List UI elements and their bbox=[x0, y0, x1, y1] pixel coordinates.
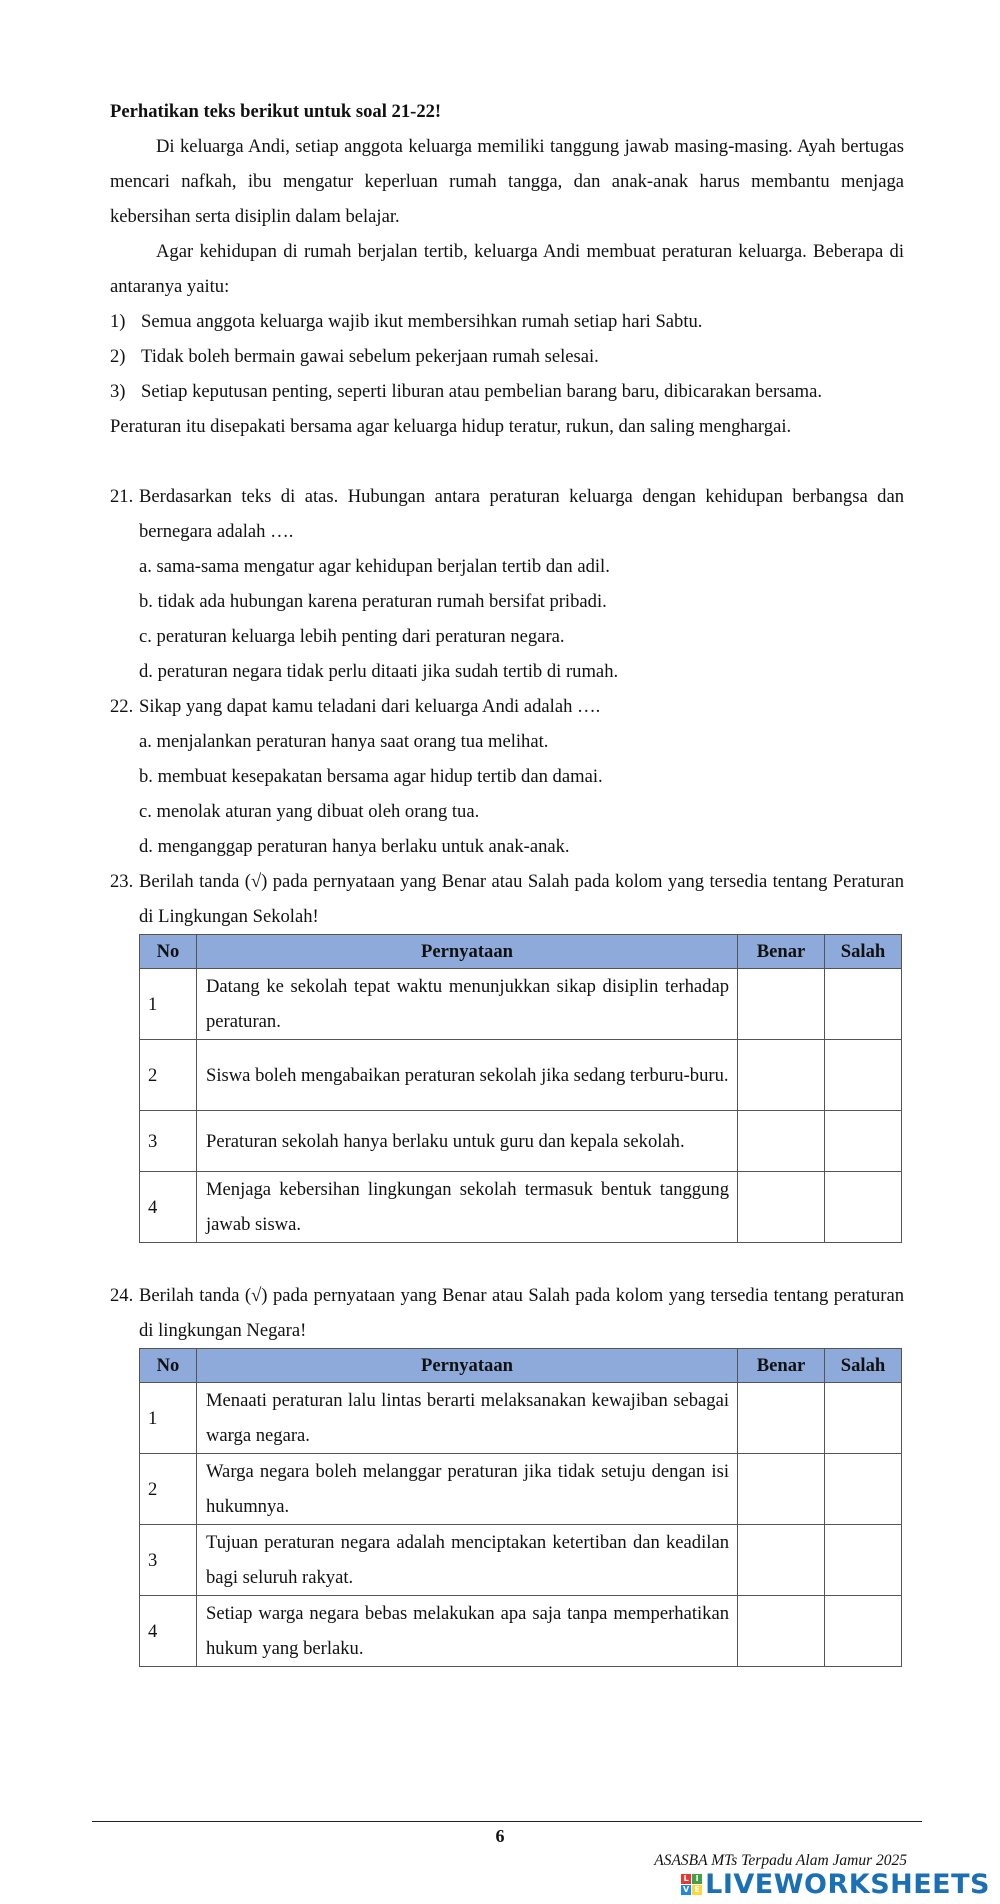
row-number: 3 bbox=[140, 1111, 197, 1172]
header-no: No bbox=[140, 935, 197, 969]
question-text: Berdasarkan teks di atas. Hubungan antara peraturan keluarga dengan kehidupan berbangsa dan bernegara adalah …. bbox=[139, 486, 904, 542]
table-row bbox=[140, 1525, 902, 1596]
rule-text: Setiap keputusan penting, seperti liburan atau pembelian barang baru, dibicarakan bersama. bbox=[141, 381, 823, 402]
row-number: 1 bbox=[140, 1383, 197, 1454]
false-checkbox-cell[interactable] bbox=[825, 1172, 902, 1243]
question-number: 22. bbox=[110, 696, 134, 717]
rule-number: 1) bbox=[110, 311, 126, 332]
table-row bbox=[140, 1040, 902, 1111]
false-checkbox-cell[interactable] bbox=[825, 1040, 902, 1111]
row-number: 3 bbox=[140, 1525, 197, 1596]
row-number: 1 bbox=[140, 969, 197, 1040]
false-checkbox-cell[interactable] bbox=[825, 1383, 902, 1454]
row-statement: Menjaga kebersihan lingkungan sekolah termasuk bentuk tanggung jawab siswa. bbox=[197, 1172, 738, 1243]
row-statement: Warga negara boleh melanggar peraturan jika tidak setuju dengan isi hukumnya. bbox=[197, 1454, 738, 1525]
true-checkbox-cell[interactable] bbox=[738, 1383, 825, 1454]
answer-option[interactable]: b. membuat kesepakatan bersama agar hidup tertib dan damai. bbox=[139, 766, 603, 787]
table-header-row bbox=[140, 935, 902, 969]
question-24 bbox=[110, 1278, 904, 1348]
answer-option[interactable]: d. peraturan negara tidak perlu ditaati jika sudah tertib di rumah. bbox=[139, 661, 619, 682]
family-rule bbox=[110, 304, 904, 339]
true-checkbox-cell[interactable] bbox=[738, 1454, 825, 1525]
passage-heading: Perhatikan teks berikut untuk soal 21-22! bbox=[110, 101, 442, 122]
header-statement: Pernyataan bbox=[197, 935, 738, 969]
passage-paragraph-2: Agar kehidupan di rumah berjalan tertib, keluarga Andi membuat peraturan keluarga. Beberapa di antaranya yaitu: bbox=[110, 241, 904, 297]
header-true: Benar bbox=[738, 1349, 825, 1383]
table-row bbox=[140, 969, 902, 1040]
question-21 bbox=[110, 479, 904, 549]
row-statement: Tujuan peraturan negara adalah menciptakan ketertiban dan keadilan bagi seluruh rakyat. bbox=[197, 1525, 738, 1596]
question-text: Berilah tanda (√) pada pernyataan yang Benar atau Salah pada kolom yang tersedia tentang peraturan di lingkungan Negara! bbox=[139, 1285, 904, 1341]
row-number: 4 bbox=[140, 1172, 197, 1243]
header-true: Benar bbox=[738, 935, 825, 969]
passage-closing: Peraturan itu disepakati bersama agar keluarga hidup teratur, rukun, dan saling menghargai. bbox=[110, 416, 792, 437]
row-number: 4 bbox=[140, 1596, 197, 1667]
table-row bbox=[140, 1383, 902, 1454]
false-checkbox-cell[interactable] bbox=[825, 1111, 902, 1172]
logo-square-v: V bbox=[683, 1885, 690, 1894]
school-rules-table bbox=[139, 934, 902, 1243]
true-checkbox-cell[interactable] bbox=[738, 1172, 825, 1243]
row-number: 2 bbox=[140, 1040, 197, 1111]
liveworksheets-brand: LIVEWORKSHEETS bbox=[705, 1869, 990, 1900]
question-number: 21. bbox=[110, 486, 134, 507]
false-checkbox-cell[interactable] bbox=[825, 969, 902, 1040]
row-statement: Menaati peraturan lalu lintas berarti melaksanakan kewajiban sebagai warga negara. bbox=[197, 1383, 738, 1454]
passage-paragraph-1: Di keluarga Andi, setiap anggota keluarga memiliki tanggung jawab masing-masing. Ayah bertugas mencari nafkah, ibu mengatur keperluan rumah tangga, dan anak-anak harus membantu menjaga kebersihan serta disiplin dalam belajar. bbox=[110, 136, 904, 227]
true-checkbox-cell[interactable] bbox=[738, 1040, 825, 1111]
false-checkbox-cell[interactable] bbox=[825, 1525, 902, 1596]
liveworksheets-logo-icon bbox=[681, 1874, 702, 1895]
header-false: Salah bbox=[825, 1349, 902, 1383]
row-statement: Setiap warga negara bebas melakukan apa saja tanpa memperhatikan hukum yang berlaku. bbox=[197, 1596, 738, 1667]
row-statement: Siswa boleh mengabaikan peraturan sekolah jika sedang terburu-buru. bbox=[197, 1040, 738, 1111]
answer-option[interactable]: b. tidak ada hubungan karena peraturan rumah bersifat pribadi. bbox=[139, 591, 607, 612]
worksheet-page bbox=[110, 94, 904, 1667]
row-number: 2 bbox=[140, 1454, 197, 1525]
family-rule bbox=[110, 374, 904, 409]
table-row bbox=[140, 1454, 902, 1525]
false-checkbox-cell[interactable] bbox=[825, 1596, 902, 1667]
rule-text: Semua anggota keluarga wajib ikut membersihkan rumah setiap hari Sabtu. bbox=[141, 311, 703, 332]
answer-option[interactable]: a. menjalankan peraturan hanya saat orang tua melihat. bbox=[139, 731, 549, 752]
footer-credit: ASASBA MTs Terpadu Alam Jamur 2025 bbox=[654, 1852, 907, 1869]
question-number: 23. bbox=[110, 871, 134, 892]
header-false: Salah bbox=[825, 935, 902, 969]
row-statement: Datang ke sekolah tepat waktu menunjukkan sikap disiplin terhadap peraturan. bbox=[197, 969, 738, 1040]
true-checkbox-cell[interactable] bbox=[738, 1525, 825, 1596]
family-rule bbox=[110, 339, 904, 374]
rule-number: 3) bbox=[110, 381, 126, 402]
question-23 bbox=[110, 864, 904, 934]
liveworksheets-logo[interactable] bbox=[681, 1869, 990, 1900]
true-checkbox-cell[interactable] bbox=[738, 1596, 825, 1667]
answer-option[interactable]: d. menganggap peraturan hanya berlaku untuk anak-anak. bbox=[139, 836, 570, 857]
true-checkbox-cell[interactable] bbox=[738, 969, 825, 1040]
row-statement: Peraturan sekolah hanya berlaku untuk guru dan kepala sekolah. bbox=[197, 1111, 738, 1172]
table-row bbox=[140, 1596, 902, 1667]
header-no: No bbox=[140, 1349, 197, 1383]
table-row bbox=[140, 1111, 902, 1172]
answer-option[interactable]: c. peraturan keluarga lebih penting dari peraturan negara. bbox=[139, 626, 565, 647]
question-22 bbox=[110, 689, 904, 724]
state-rules-table bbox=[139, 1348, 902, 1667]
false-checkbox-cell[interactable] bbox=[825, 1454, 902, 1525]
rule-text: Tidak boleh bermain gawai sebelum pekerjaan rumah selesai. bbox=[141, 346, 599, 367]
footer-divider bbox=[92, 1821, 922, 1822]
logo-square-e: E bbox=[692, 1885, 702, 1895]
table-header-row bbox=[140, 1349, 902, 1383]
answer-option[interactable]: a. sama-sama mengatur agar kehidupan berjalan tertib dan adil. bbox=[139, 556, 610, 577]
page-number: 6 bbox=[495, 1826, 505, 1846]
logo-square-i: I bbox=[692, 1874, 702, 1884]
question-text: Berilah tanda (√) pada pernyataan yang Benar atau Salah pada kolom yang tersedia tentang Peraturan di Lingkungan Sekolah! bbox=[139, 871, 904, 927]
header-statement: Pernyataan bbox=[197, 1349, 738, 1383]
true-checkbox-cell[interactable] bbox=[738, 1111, 825, 1172]
question-text: Sikap yang dapat kamu teladani dari keluarga Andi adalah …. bbox=[139, 696, 601, 717]
answer-option[interactable]: c. menolak aturan yang dibuat oleh orang tua. bbox=[139, 801, 480, 822]
table-row bbox=[140, 1172, 902, 1243]
logo-square-l: L bbox=[681, 1874, 691, 1884]
question-number: 24. bbox=[110, 1285, 134, 1306]
rule-number: 2) bbox=[110, 346, 126, 367]
